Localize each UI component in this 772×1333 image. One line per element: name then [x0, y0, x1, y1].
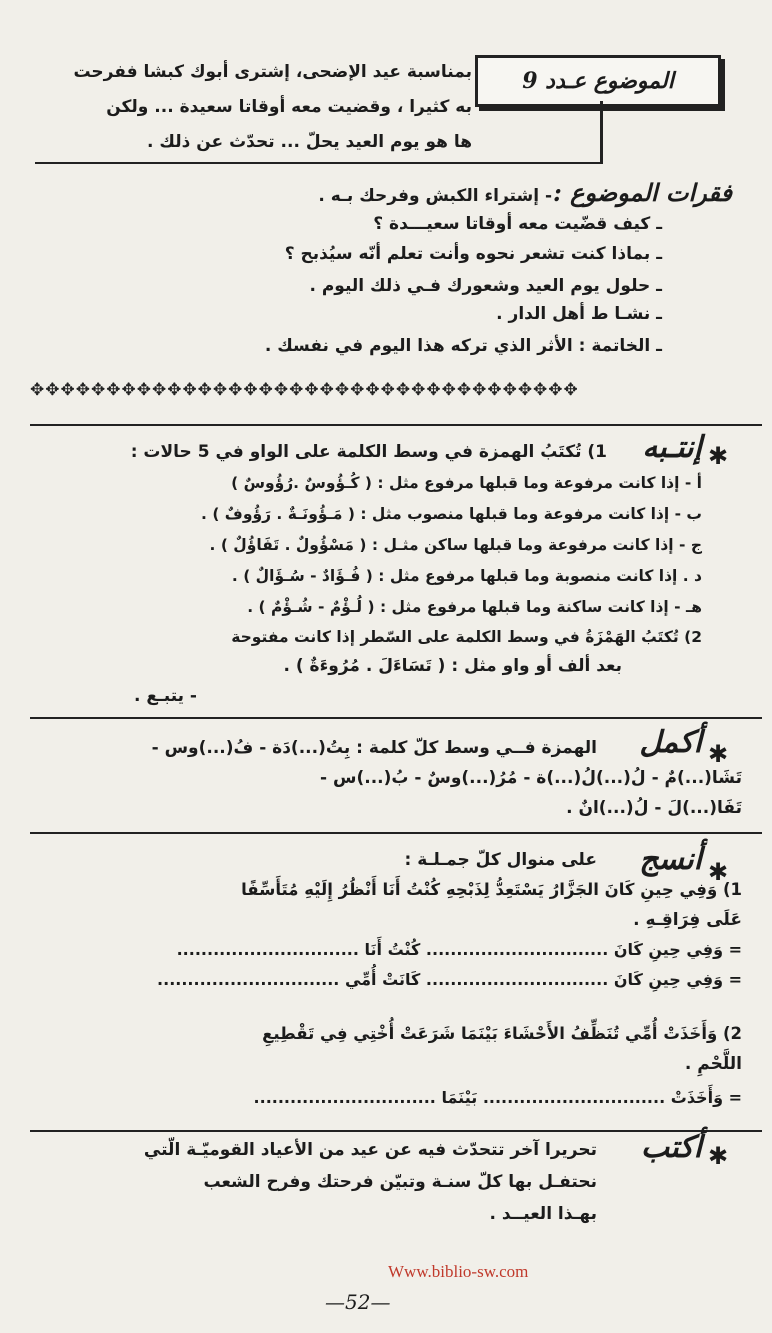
- attention-title: إنتـبه: [642, 430, 702, 465]
- copy-sentence1-line1: 1) وَفِي حِينِ كَانَ الجَزَّارُ يَسْتَعِدُّ لِذَبْحِهِ كُنْتُ أَنَا أَنْظُرُ إِلَيْهِ مُتَأَسِّفًا: [241, 880, 742, 899]
- star-icon: ✱: [708, 740, 729, 768]
- write-line-1: تحريرا آخر تتحدّث فيه عن عيد من الأعياد القوميّـة الّتي: [143, 1140, 597, 1160]
- copy-sentence1-line2: عَلَى فِرَاقِـهِ .: [633, 910, 742, 930]
- paragraph-item-4: ـ حلول يوم العيد وشعورك فـي ذلك اليوم .: [309, 276, 662, 296]
- copy-sentence2-line2: اللَّحْمِ .: [684, 1054, 742, 1074]
- attention-line-6: هـ - إذا كانت ساكنة وما قبلها مرفوع مثل : ( لُـؤْمٌ - شُـؤْمٌ ) .: [247, 598, 702, 616]
- attention-line-3: ب - إذا كانت مرفوعة وما قبلها منصوب مثل : ( مَـؤُونَـةٌ . رَؤُوفٌ ) .: [201, 505, 702, 523]
- attention-line-5: د . إذا كانت منصوبة وما قبلها مرفوع مثل : ( فُـؤَادٌ - سُـؤَالٌ ) .: [231, 567, 702, 585]
- copy-title: أنسج: [639, 842, 702, 877]
- attention-follow: - يتبـع .: [133, 686, 197, 706]
- source-url[interactable]: Www.biblio-sw.com: [388, 1262, 529, 1281]
- attention-line-4: ج - إذا كانت مرفوعة وما قبلها ساكن مثـل : ( مَسْؤُولٌ . تَفَاؤُلٌ ) .: [209, 536, 702, 554]
- copy-blank-2[interactable]: = وَفِي حِينِ كَانَ .............................. كَانَتْ أُمِّي ..............................: [157, 970, 742, 989]
- complete-line-3: تَفَا(...)لَ - لُ(...)انٌ .: [566, 798, 742, 818]
- topic-line-1: بمناسبة عيد الإضحى، إشترى أبوك كبشا ففرحت: [73, 62, 472, 82]
- topic-line-3: ها هو يوم العيد يحلّ ... تحدّث عن ذلك .: [147, 132, 472, 152]
- copy-sentence2-line1: 2) وَأَخَذَتْ أُمِّي تُنَظِّفُ الأَحْشَاءَ بَيْنَمَا شَرَعَتْ أُخْتِي فِي تَقْطِيعِ: [262, 1024, 742, 1043]
- copy-blank-1[interactable]: = وَفِي حِينِ كَانَ .............................. كُنْتُ أَنَا ..............................: [176, 940, 742, 959]
- attention-line-2: أ - إذا كانت مرفوعة وما قبلها مرفوع مثل : ( كُـؤُوسٌ .رُؤُوسٌ ): [231, 474, 702, 492]
- write-line-2: نحتفـل بها كلّ سنـة وتبيّن فرحتك وفرح الشعب: [203, 1172, 597, 1192]
- complete-line-1: الهمزة فــي وسط كلّ كلمة : بِتُ(...)دَة - فُ(...)وس -: [151, 738, 597, 758]
- topic-frame-right: [600, 101, 603, 163]
- divider-2: [30, 717, 762, 719]
- complete-title: أكمل: [639, 725, 702, 760]
- topic-frame-bottom: [35, 162, 603, 164]
- paragraph-item-5: ـ نشـا ط أهل الدار .: [496, 304, 662, 324]
- star-icon: ✱: [708, 442, 729, 470]
- star-icon: ✱: [708, 858, 729, 886]
- topic-title-box: [475, 55, 721, 107]
- attention-line-1: 1) تُكتَبُ الهمزة في وسط الكلمة على الواو في 5 حالات :: [130, 442, 607, 462]
- paragraph-item-6: ـ الخاتمة : الأثر الذي تركه هذا اليوم في نفسك .: [264, 336, 662, 356]
- attention-line-8: بعد ألف أو واو مثل : ( تَسَاءَلَ . مُرُوءَةٌ ) .: [283, 656, 622, 676]
- star-icon: ✱: [708, 1142, 729, 1170]
- paragraphs-title: فقرات الموضوع :: [552, 178, 732, 207]
- page-number: —52—: [325, 1290, 391, 1314]
- paragraph-item-1: - إشتراء الكبش وفرحك بـه .: [318, 186, 552, 206]
- paragraph-item-2: ـ كيف قضّيت معه أوقاتا سعيـــدة ؟: [373, 214, 662, 234]
- divider-3: [30, 832, 762, 834]
- topic-title: الموضوع عـدد 9: [522, 68, 674, 94]
- divider-1: [30, 424, 762, 426]
- attention-line-7: 2) تُكتَبُ الهَمْزَةُ في وسط الكلمة على السّطر إذا كانت مفتوحة: [231, 628, 702, 646]
- complete-line-2: تَشَا(...)مٌ - لُ(...)لُ(...)ة - مُرُ(...)وسٌ - بُ(...)س -: [320, 768, 742, 788]
- paragraph-item-3: ـ بماذا كنت تشعر نحوه وأنت تعلم أنّه سيُذبح ؟: [284, 244, 662, 264]
- write-title: أكتب: [640, 1130, 702, 1165]
- write-line-3: بهـذا العيــد .: [489, 1204, 597, 1224]
- ornament-divider: ✥✥✥✥✥✥✥✥✥✥✥✥✥✥✥✥✥✥✥✥✥✥✥✥✥✥✥✥✥✥✥✥✥✥✥✥: [30, 380, 579, 400]
- copy-intro: على منوال كلّ جمـلـة :: [404, 850, 597, 870]
- topic-line-2: به كثيرا ، وقضيت معه أوقاتا سعيدة ... ولكن: [106, 97, 472, 117]
- copy-blank-3[interactable]: = وَأَخَذَتْ .............................. بَيْنَمَا ..............................: [253, 1088, 742, 1107]
